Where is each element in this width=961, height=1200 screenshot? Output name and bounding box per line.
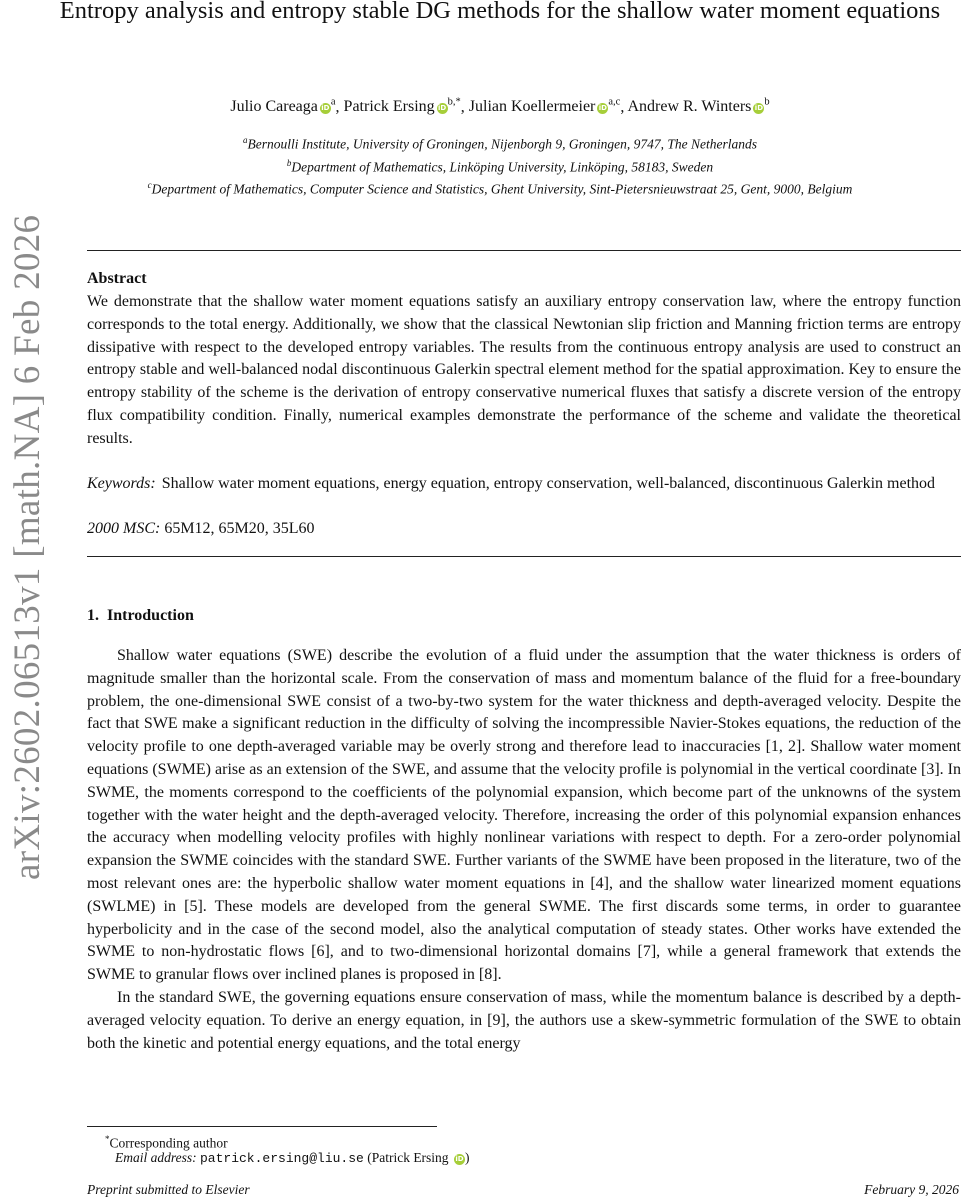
orcid-icon[interactable]: iD (455, 1155, 464, 1163)
arxiv-identifier-stamp: arXiv:2602.06513v1 [math.NA] 6 Feb 2026 (7, 214, 48, 880)
section-body (87, 645, 961, 1055)
orcid-icon[interactable]: iD (321, 104, 330, 113)
divider (87, 556, 961, 557)
author[interactable]: Julio Careaga $iD^a$ (230, 97, 336, 116)
keywords-label: Keywords: (87, 475, 156, 492)
author-list: Julio Careaga $iD^a$, Patrick Ersing $iD^{b,*}$, Julian Koellermeier iD$^{a,c}$, Andrew R. Winters $iD^b$ (230, 97, 770, 116)
abstract-heading: Abstract (87, 270, 147, 287)
footnote-divider (87, 1126, 437, 1127)
affiliation: $^b$Department of Mathematics, Linköping University, Linköping, 58183, Sweden (286, 157, 714, 174)
msc-label: 2000 MSC: (87, 520, 161, 537)
footer-preprint-note: Preprint submitted to Elsevier (87, 1182, 250, 1197)
msc-codes (87, 518, 315, 541)
divider (87, 250, 961, 251)
orcid-icon[interactable]: iD (598, 104, 607, 113)
email-link[interactable]: patrick.ersing@liu.se (200, 1151, 364, 1166)
footnote-email: Email address: patrick.ersing@liu.se (Patrick Ersing iD) (115, 1150, 470, 1166)
footer-date: February 9, 2026 (864, 1182, 959, 1197)
paragraph: Shallow water equations (SWE) describe the evolution of a fluid under the assumption that the water thickness is orders of magnitude smaller than the horizontal scale. From the conservation of mass and momentum balance of the fluid for a free-boundary problem, the one-dimensional SWE consist of a two-by-two system for the water thickness and depth-averaged velocity. Despite the fact that SWE make a significant reduction in the difficulty of solving the incompressible Navier-Stokes equations, the reduction of the velocity profile to one depth-averaged variable may be overly strong and therefore lead to inaccuracies [1, 2]. Shallow water moment equations (SWME) arise as an extension of the SWE, and assume that the velocity profile is polynomial in the vertical coordinate [3]. In SWME, the moments correspond to the coefficients of the polynomial expansion, which become part of the unknowns of the system together with the water height and the depth-averaged velocity. Therefore, increasing the order of this polynomial expansion enhances the accuracy when modelling velocity profiles with highly nonlinear variations with respect to depth. For a zero-order polynomial expansion the SWME coincides with the standard SWE. Further variants of the SWME have been proposed in the literature, two of the most relevant ones are: the hyperbolic shallow water moment equations in [4], and the shallow water linearized moment equations (SWLME) in [5]. These models are developed from the general SWME. The first discards some terms, in order to guarantee hyperbolicity and in the case of the second model, also the analytical computation of steady states. Other works have extended the SWME to non-hydrostatic flows [6], and to two-dimensional horizontal domains [7], while a general framework that extends the SWME to granular flows over inclined planes is proposed in [8]. (87, 647, 961, 984)
section-heading: 1. Introduction (87, 607, 194, 624)
orcid-icon[interactable]: iD (438, 104, 447, 113)
paragraph: In the standard SWE, the governing equations ensure conservation of mass, while the momentum balance is described by a depth-averaged velocity equation. To derive an energy equation, in [9], the authors use a skew-symmetric formulation of the SWE to obtain both the kinetic and potential energy equations, and the total energy (87, 988, 961, 1052)
keywords (87, 473, 961, 496)
affiliation: $^a$Bernoulli Institute, University of Groningen, Nijenborgh 9, Groningen, 9747, The Netherlands (242, 135, 758, 152)
affiliations (40, 131, 960, 199)
author[interactable]: Julian Koellermeier iD$^{a,c}$ (468, 97, 621, 116)
abstract-body: We demonstrate that the shallow water moment equations satisfy an auxiliary entropy conservation law, where the entropy function corresponds to the total energy. Additionally, we show that the classical Newtonian slip friction and Manning friction terms are entropy dissipative with respect to the developed entropy variables. The results from the continuous entropy analysis are used to construct an entropy stable and well-balanced nodal discontinuous Galerkin spectral element method for the spatial approximation. Key to ensure the entropy stability of the scheme is the derivation of entropy conservative numerical fluxes that satisfy a discrete version of the entropy flux compatibility condition. Finally, numerical examples demonstrate the performance of the scheme and validate the theoretical results. (87, 293, 961, 447)
msc-text: 65M12, 65M20, 35L60 (164, 520, 315, 537)
orcid-icon[interactable]: iD (754, 104, 764, 113)
paper-title: Entropy analysis and entropy stable DG methods for the shallow water moment equations (59, 0, 941, 24)
keywords-text: Shallow water moment equations, energy equation, entropy conservation, well-balanced, discontinuous Galerkin method (161, 475, 936, 492)
footnote-corresponding: *Corresponding author (105, 1134, 228, 1151)
affiliation: $^c$Department of Mathematics, Computer Science and Statistics, Ghent University, Sint-Pietersnieuwstraat 25, Gent, 9000, Belgium (147, 180, 853, 197)
author[interactable]: Andrew R. Winters $iD^b$ (627, 97, 770, 116)
author[interactable]: Patrick Ersing $iD^{b,*}$ (343, 97, 461, 116)
